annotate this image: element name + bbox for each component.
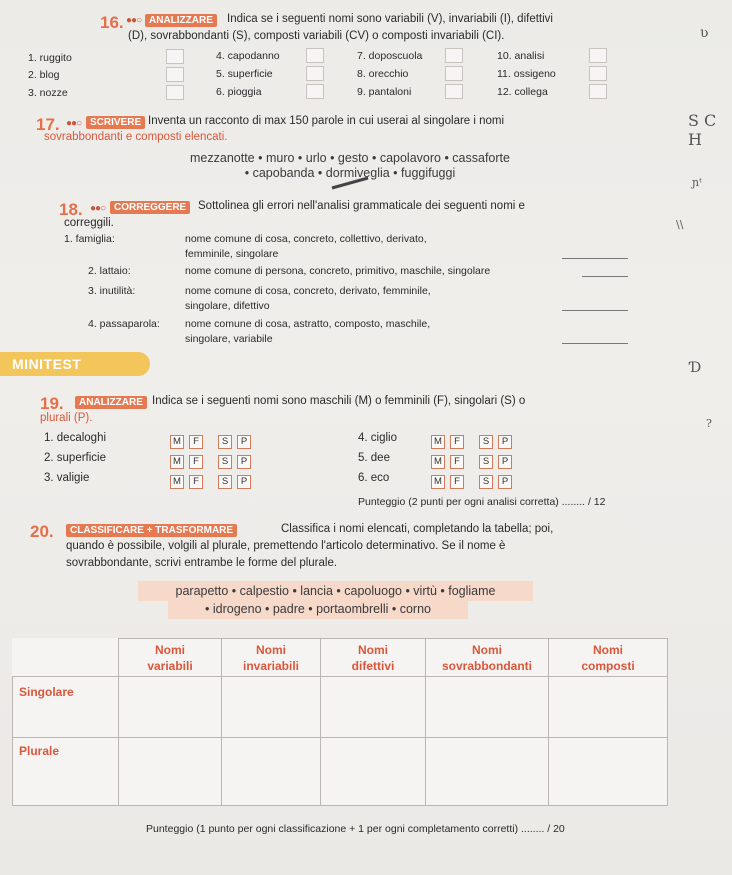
row-header: Singolare: [13, 677, 119, 738]
option-s[interactable]: S: [479, 475, 493, 489]
option-p[interactable]: P: [498, 475, 512, 489]
margin-note: \\: [676, 218, 684, 231]
ex18-analysis: nome comune di persona, concreto, primitivo, maschile, singolare: [185, 265, 491, 277]
option-f[interactable]: F: [189, 435, 203, 449]
option-s[interactable]: S: [218, 455, 232, 469]
option-s[interactable]: S: [218, 475, 232, 489]
exercise-17-instruction-2: sovrabbondanti e composti elencati.: [44, 131, 228, 143]
answer-line[interactable]: [562, 343, 628, 344]
answer-box[interactable]: [589, 66, 607, 81]
option-f[interactable]: F: [189, 475, 203, 489]
exercise-20-instruction-3: sovrabbondante, scrivi entrambe le forme del plurale.: [66, 557, 338, 569]
ex20-word-list-1: parapetto • calpestio • lancia • capoluogo • virtù • fogliame: [138, 581, 533, 601]
pencil-mark-icon: [330, 176, 370, 190]
margin-note: ʋ: [700, 25, 709, 41]
exercise-19-instruction-2: plurali (P).: [40, 412, 93, 424]
table-cell[interactable]: [119, 738, 222, 806]
ex19-word: 6. eco: [358, 472, 390, 484]
option-s[interactable]: S: [479, 455, 493, 469]
exercise-17-number: 17.: [36, 115, 60, 134]
ex16-word: 1. ruggito: [28, 52, 72, 64]
table-cell[interactable]: [222, 677, 321, 738]
difficulty-dots-icon: ●●○: [66, 118, 82, 129]
ex20-word-list-2: • idrogeno • padre • portaombrelli • corno: [168, 600, 468, 619]
answer-box[interactable]: [445, 48, 463, 63]
exercise-18-tag: CORREGGERE: [110, 201, 190, 214]
margin-note: ɲᵗ: [692, 176, 702, 189]
gender-number-options: [431, 451, 517, 469]
column-header: Nomi composti: [549, 639, 668, 677]
ex18-analysis: femminile, singolare: [185, 248, 279, 260]
exercise-17-tag: SCRIVERE: [86, 116, 145, 129]
ex18-analysis: singolare, variabile: [185, 333, 273, 345]
answer-box[interactable]: [589, 84, 607, 99]
ex19-score: Punteggio (2 punti per ogni analisi corretta) ........ / 12: [358, 496, 606, 508]
ex20-score: Punteggio (1 punto per ogni classificazione + 1 per ogni completamento corretti) ........ / 20: [146, 823, 565, 835]
margin-note: Ɗ: [690, 360, 702, 376]
option-f[interactable]: F: [450, 475, 464, 489]
table-cell[interactable]: [549, 738, 668, 806]
exercise-16-number: 16.: [100, 13, 124, 32]
margin-note: S C H: [688, 111, 717, 149]
answer-box[interactable]: [306, 66, 324, 81]
difficulty-dots-icon: ●●○: [126, 15, 142, 26]
exercise-18-instruction-2: correggili.: [64, 217, 114, 229]
option-m[interactable]: M: [170, 435, 184, 449]
ex19-word: 3. valigie: [44, 472, 90, 484]
ex18-analysis: nome comune di cosa, concreto, collettivo, derivato,: [185, 233, 427, 245]
option-m[interactable]: M: [431, 475, 445, 489]
answer-box[interactable]: [445, 84, 463, 99]
column-header: Nomi invariabili: [222, 639, 321, 677]
ex16-word: 11. ossigeno: [497, 68, 556, 80]
exercise-20-instruction-2: quando è possibile, volgili al plurale, premettendo l'articolo determinativo. Se il nome è: [66, 540, 506, 552]
exercise-20-instruction-1: Classifica i nomi elencati, completando la tabella; poi,: [281, 523, 554, 535]
option-p[interactable]: P: [498, 435, 512, 449]
answer-box[interactable]: [306, 48, 324, 63]
table-cell[interactable]: [549, 677, 668, 738]
option-p[interactable]: P: [237, 475, 251, 489]
ex16-word: 2. blog: [28, 69, 60, 81]
ex18-analysis: nome comune di cosa, astratto, composto, maschile,: [185, 318, 431, 330]
column-header: Nomi variabili: [119, 639, 222, 677]
option-s[interactable]: S: [479, 435, 493, 449]
minitest-label: MINITEST: [12, 356, 82, 372]
option-m[interactable]: M: [431, 455, 445, 469]
answer-box[interactable]: [445, 66, 463, 81]
option-m[interactable]: M: [431, 435, 445, 449]
table-cell[interactable]: [321, 677, 426, 738]
ex17-word-list-1: mezzanotte • muro • urlo • gesto • capolavoro • cassaforte: [190, 151, 510, 165]
gender-number-options: [431, 431, 517, 449]
answer-box[interactable]: [166, 85, 184, 100]
ex16-word: 7. doposcuola: [357, 50, 423, 62]
ex16-word: 8. orecchio: [357, 68, 409, 80]
gender-number-options: [170, 451, 256, 469]
table-corner: [13, 639, 119, 677]
ex19-word: 4. ciglio: [358, 432, 397, 444]
exercise-19-instruction-1: Indica se i seguenti nomi sono maschili (M) o femminili (F), singolari (S) o: [152, 395, 526, 407]
exercise-20-tag: CLASSIFICARE + TRASFORMARE: [66, 524, 237, 537]
exercise-19-number: 19.: [40, 394, 64, 413]
column-header: Nomi difettivi: [321, 639, 426, 677]
option-p[interactable]: P: [237, 435, 251, 449]
gender-number-options: [170, 431, 256, 449]
table-cell[interactable]: [426, 738, 549, 806]
answer-box[interactable]: [166, 49, 184, 64]
answer-box[interactable]: [166, 67, 184, 82]
option-m[interactable]: M: [170, 475, 184, 489]
option-p[interactable]: P: [237, 455, 251, 469]
ex16-word: 5. superficie: [216, 68, 273, 80]
table-cell[interactable]: [222, 738, 321, 806]
option-p[interactable]: P: [498, 455, 512, 469]
ex17-word-list-2: • capobanda • dormiveglia • fuggifuggi: [244, 166, 456, 180]
ex18-word: 2. lattaio:: [88, 265, 131, 277]
table-cell[interactable]: [426, 677, 549, 738]
answer-line[interactable]: [582, 276, 628, 277]
table-cell[interactable]: [119, 677, 222, 738]
ex19-word: 2. superficie: [44, 452, 107, 464]
exercise-16-instruction-1: Indica se i seguenti nomi sono variabili (V), invariabili (I), difettivi: [227, 13, 553, 25]
margin-note: ?: [706, 417, 712, 430]
exercise-18-number: 18.: [59, 200, 83, 219]
ex16-word: 3. nozze: [28, 87, 68, 99]
option-f[interactable]: F: [189, 455, 203, 469]
column-header: Nomi sovrabbondanti: [426, 639, 549, 677]
ex18-word: 3. inutilità:: [88, 285, 136, 297]
ex16-word: 9. pantaloni: [357, 86, 412, 98]
ex18-analysis: nome comune di cosa, concreto, derivato, femminile,: [185, 285, 431, 297]
option-f[interactable]: F: [450, 435, 464, 449]
exercise-19-tag: ANALIZZARE: [75, 396, 147, 409]
option-s[interactable]: S: [218, 435, 232, 449]
exercise-18-instruction-1: Sottolinea gli errori nell'analisi grammaticale dei seguenti nomi e: [198, 200, 525, 212]
exercise-20-number: 20.: [30, 522, 54, 541]
answer-line[interactable]: [562, 258, 628, 259]
ex19-word: 1. decaloghi: [44, 432, 107, 444]
option-f[interactable]: F: [450, 455, 464, 469]
ex18-word: 4. passaparola:: [88, 318, 160, 330]
classification-table: [12, 638, 668, 806]
exercise-16-tag: ANALIZZARE: [145, 14, 217, 27]
table-cell[interactable]: [321, 738, 426, 806]
row-header: Plurale: [13, 738, 119, 806]
answer-box[interactable]: [306, 84, 324, 99]
ex16-word: 10. analisi: [497, 50, 545, 62]
ex16-word: 6. pioggia: [216, 86, 262, 98]
answer-box[interactable]: [589, 48, 607, 63]
difficulty-dots-icon: ●●○: [90, 203, 106, 214]
ex18-word: 1. famiglia:: [64, 233, 115, 245]
minitest-banner: [0, 352, 150, 376]
exercise-17-instruction-1: Inventa un racconto di max 150 parole in cui userai al singolare i nomi: [148, 115, 505, 127]
ex16-word: 4. capodanno: [216, 50, 280, 62]
gender-number-options: [170, 471, 256, 489]
ex16-word: 12. collega: [497, 86, 548, 98]
option-m[interactable]: M: [170, 455, 184, 469]
answer-line[interactable]: [562, 310, 628, 311]
exercise-16-instruction-2: (D), sovrabbondanti (S), composti variabili (CV) o composti invariabili (CI).: [128, 30, 505, 42]
ex19-word: 5. dee: [358, 452, 390, 464]
ex18-analysis: singolare, difettivo: [185, 300, 270, 312]
gender-number-options: [431, 471, 517, 489]
